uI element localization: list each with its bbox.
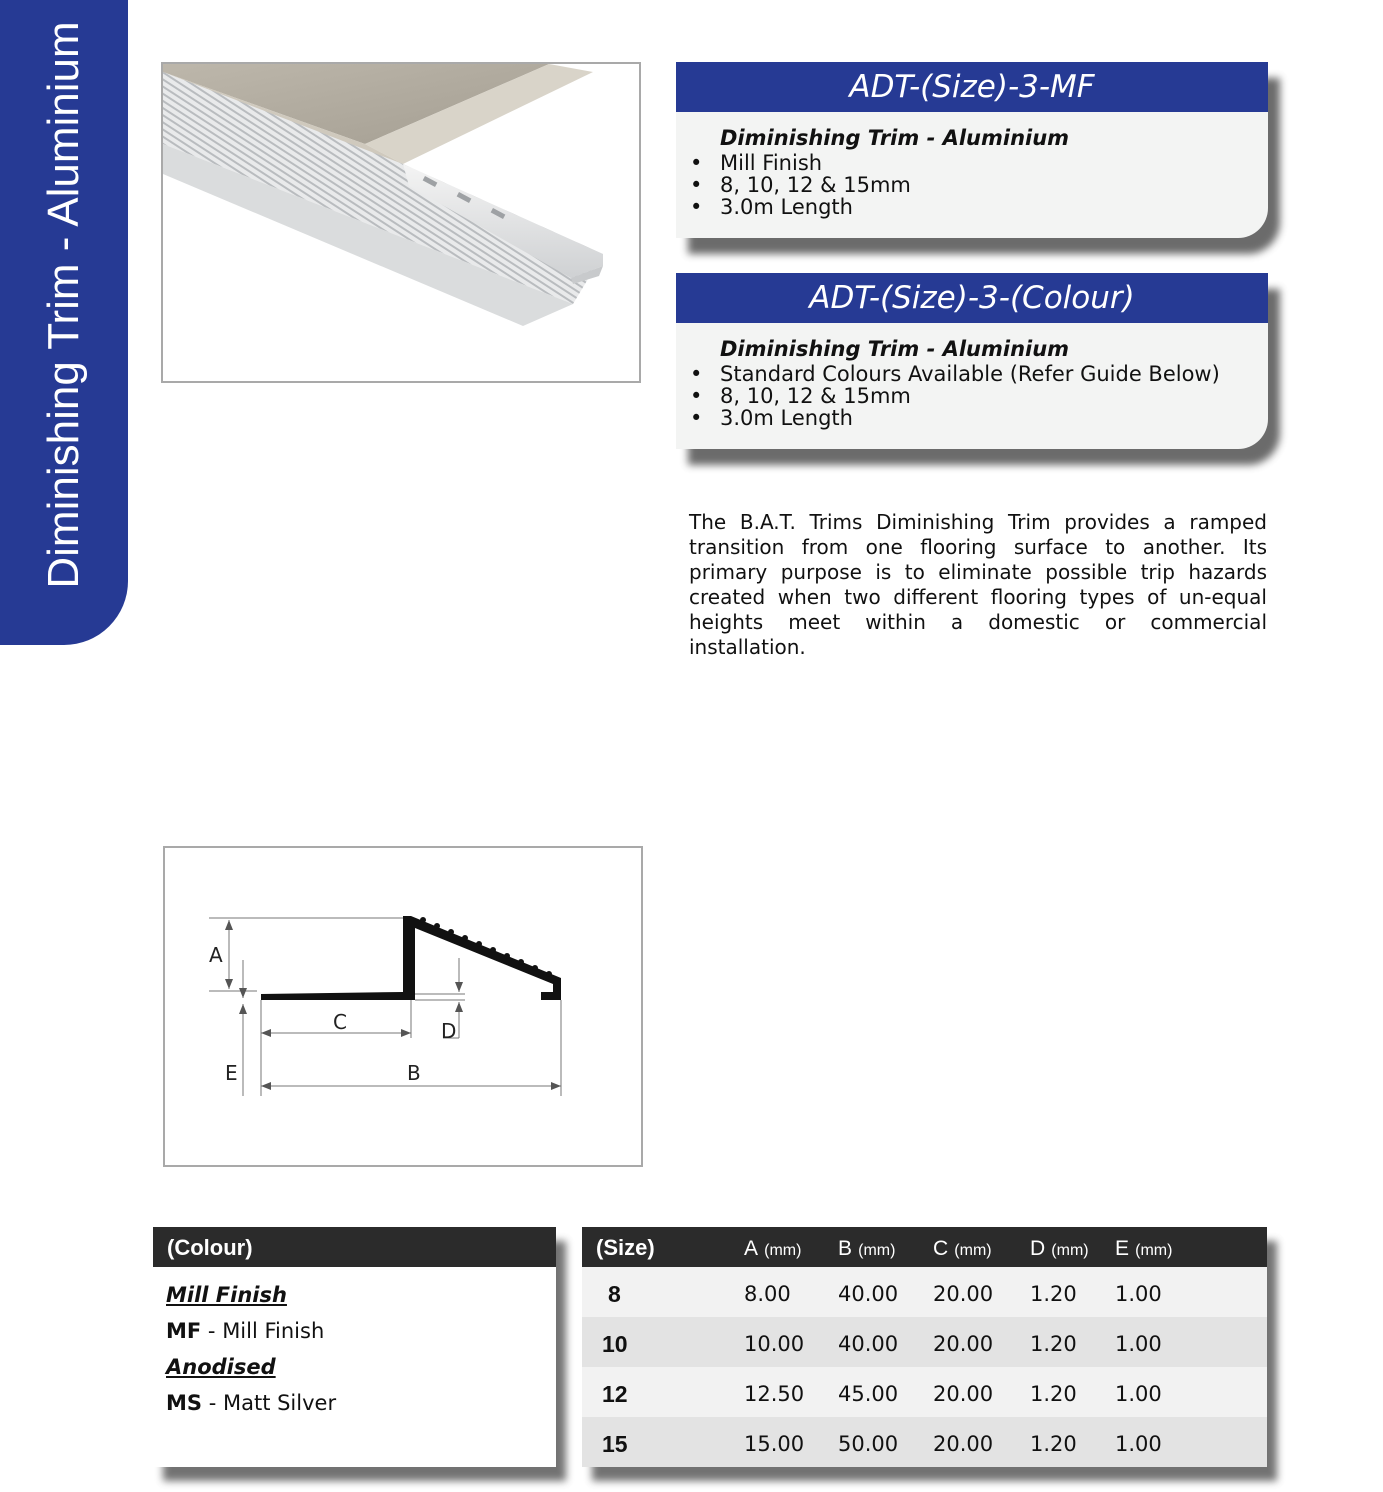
card-body-panel	[676, 273, 1268, 449]
value-cell: 1.20	[1030, 1332, 1077, 1356]
colour-code: MS	[166, 1391, 203, 1415]
size-cell: 8	[608, 1281, 621, 1307]
product-code: ADT-(Size)-3-MF	[676, 62, 1268, 112]
colour-group-name: Anodised	[166, 1355, 276, 1379]
table-row	[582, 1317, 1267, 1367]
product-code: ADT-(Size)-3-(Colour)	[676, 273, 1268, 323]
feature-item: • 8, 10, 12 & 15mm	[690, 385, 1268, 407]
colour-table-header: (Colour)	[153, 1227, 556, 1267]
column-header-e: E (mm)	[1115, 1237, 1173, 1260]
column-header-a: A (mm)	[744, 1237, 802, 1260]
colour-name: Mill Finish	[222, 1319, 325, 1343]
value-cell: 8.00	[744, 1282, 791, 1306]
product-description: The B.A.T. Trims Diminishing Trim provides a ramped transition from one flooring surface to another. Its primary purpose is to eliminate possible trip hazards created when two different flooring types of un-equal heights meet within a domestic or commercial installation.	[689, 510, 1267, 659]
feature-item: • Mill Finish	[690, 152, 1268, 174]
colour-group-name: Mill Finish	[166, 1283, 287, 1307]
column-header-b: B (mm)	[838, 1237, 896, 1260]
value-cell: 45.00	[838, 1382, 899, 1406]
profile-diagram	[163, 846, 643, 1167]
size-cell: 10	[602, 1331, 628, 1357]
value-cell: 1.00	[1115, 1382, 1162, 1406]
value-cell: 40.00	[838, 1282, 899, 1306]
value-cell: 20.00	[933, 1282, 994, 1306]
dim-label-e: E	[225, 1061, 238, 1085]
profile-drawing	[165, 848, 641, 1165]
feature-item: • 3.0m Length	[690, 407, 1268, 429]
value-cell: 20.00	[933, 1432, 994, 1456]
feature-item: • 8, 10, 12 & 15mm	[690, 174, 1268, 196]
size-column-header: (Size)	[596, 1235, 655, 1260]
value-cell: 40.00	[838, 1332, 899, 1356]
table-row	[582, 1267, 1267, 1317]
column-header-d: D (mm)	[1030, 1237, 1089, 1260]
product-subtitle: Diminishing Trim - Aluminium	[720, 337, 1070, 361]
feature-item: • Standard Colours Available (Refer Guide Below)	[690, 363, 1268, 385]
value-cell: 1.20	[1030, 1282, 1077, 1306]
table-row	[582, 1367, 1267, 1417]
table-row	[582, 1417, 1267, 1467]
size-table-body	[582, 1267, 1267, 1467]
side-tab-title: Diminishing Trim - Aluminium	[39, 21, 88, 589]
value-cell: 12.50	[744, 1382, 805, 1406]
value-cell: 1.00	[1115, 1432, 1162, 1456]
colour-name: Matt Silver	[222, 1391, 337, 1415]
value-cell: 1.20	[1030, 1432, 1077, 1456]
colour-table	[153, 1227, 556, 1467]
value-cell: 1.20	[1030, 1382, 1077, 1406]
colour-code: MF	[166, 1319, 202, 1343]
value-cell: 1.00	[1115, 1282, 1162, 1306]
dim-label-a: A	[209, 943, 223, 967]
dim-label-b: B	[407, 1061, 421, 1085]
value-cell: 15.00	[744, 1432, 805, 1456]
product-subtitle: Diminishing Trim - Aluminium	[720, 126, 1070, 150]
product-card-colour	[676, 273, 1268, 449]
feature-item: • 3.0m Length	[690, 196, 1268, 218]
size-cell: 12	[602, 1381, 628, 1407]
value-cell: 10.00	[744, 1332, 805, 1356]
card-body-panel	[676, 62, 1268, 238]
colour-item: MS - Matt Silver	[166, 1391, 337, 1415]
value-cell: 20.00	[933, 1332, 994, 1356]
side-tab	[0, 0, 128, 645]
dim-label-c: C	[333, 1010, 347, 1034]
value-cell: 1.00	[1115, 1332, 1162, 1356]
colour-item: MF - Mill Finish	[166, 1319, 325, 1343]
column-header-c: C (mm)	[933, 1237, 992, 1260]
size-table	[582, 1227, 1267, 1467]
size-cell: 15	[602, 1431, 628, 1457]
trim-photo-illustration	[163, 64, 639, 381]
product-card-mf	[676, 62, 1268, 238]
value-cell: 20.00	[933, 1382, 994, 1406]
dim-label-d: D	[441, 1019, 457, 1043]
size-table-header	[582, 1227, 1267, 1267]
value-cell: 50.00	[838, 1432, 899, 1456]
product-photo	[161, 62, 641, 383]
